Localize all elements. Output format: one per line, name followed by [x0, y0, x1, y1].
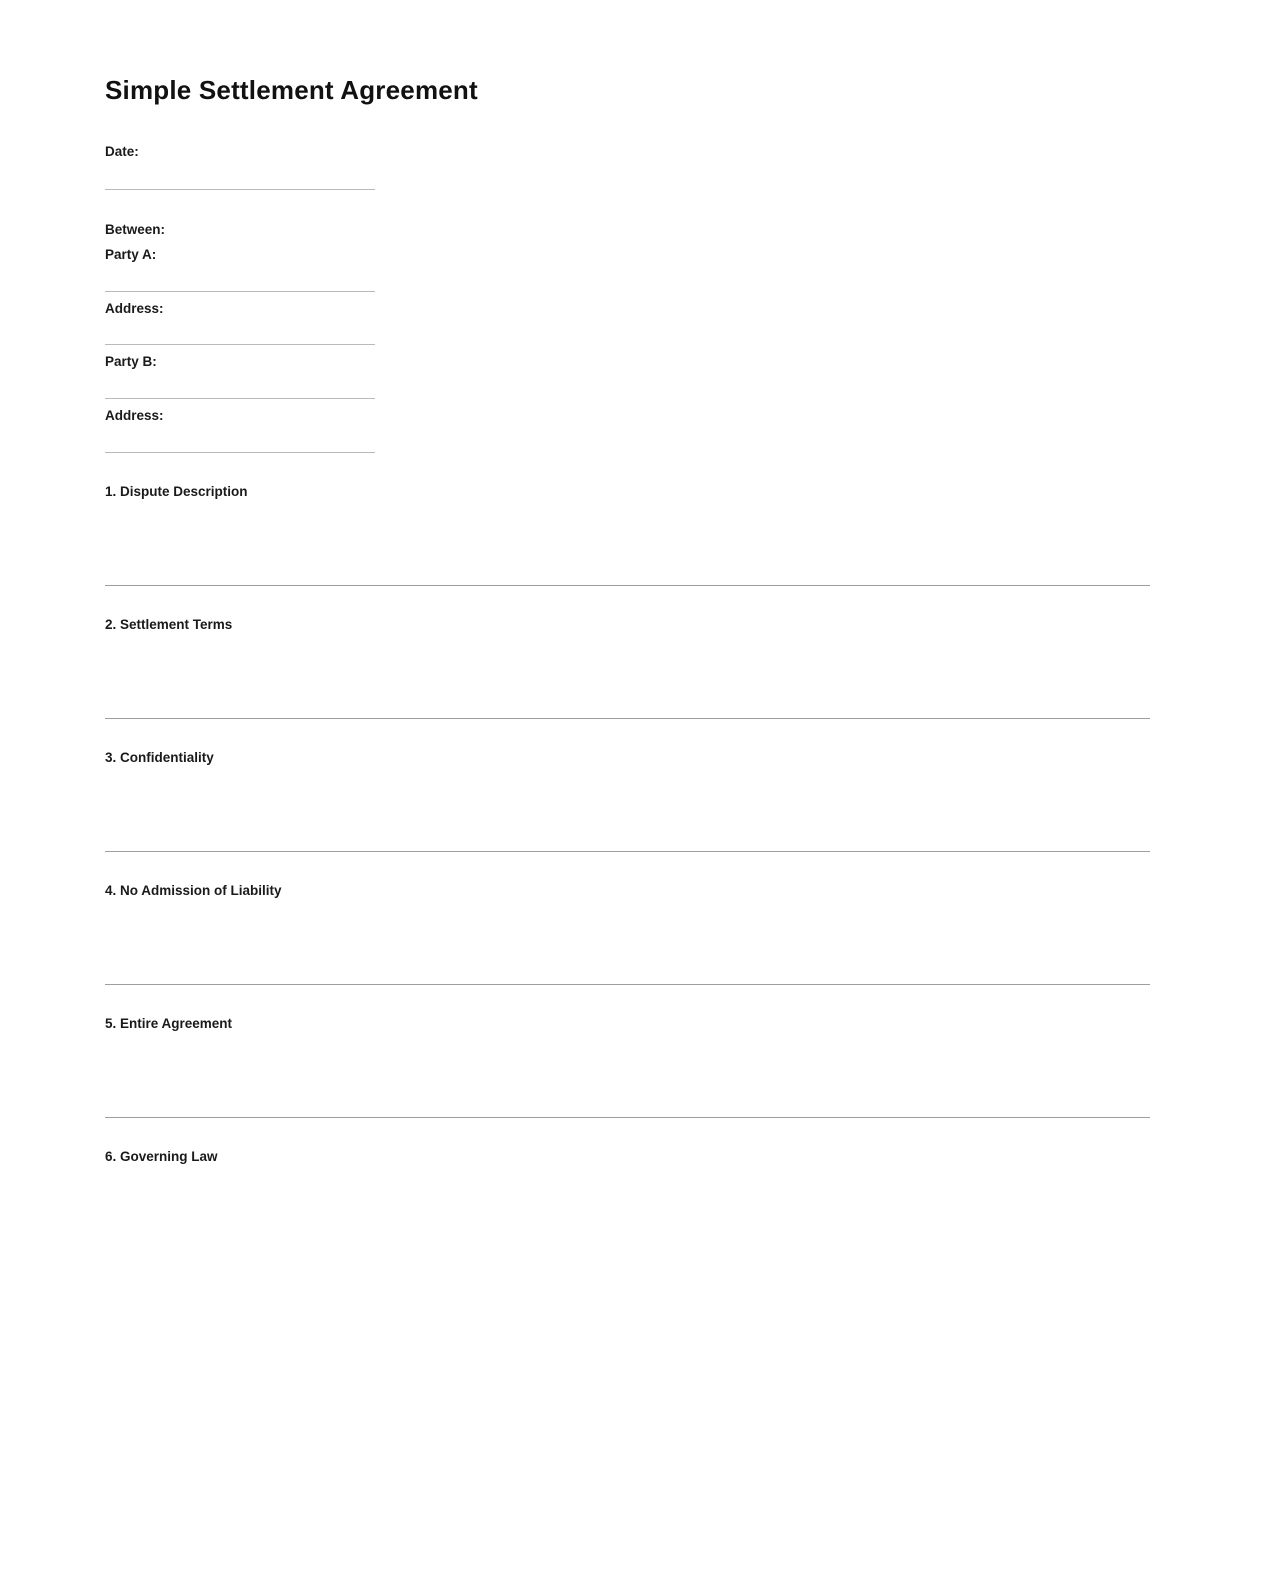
- section-heading: 1. Dispute Description: [105, 484, 248, 500]
- section-governing-law: [105, 1149, 1150, 1164]
- between-label: Between:: [105, 221, 166, 237]
- section-answer-area[interactable]: [105, 1031, 1150, 1117]
- section-answer-area[interactable]: [105, 499, 1150, 585]
- party-b-address-label: Address:: [105, 407, 164, 423]
- party-b-label: Party B:: [105, 354, 157, 370]
- section-heading: 5. Entire Agreement: [105, 1016, 233, 1032]
- section-divider: [105, 851, 1150, 852]
- date-field-block: [105, 142, 1150, 190]
- section-divider: [105, 718, 1150, 719]
- party-b-input-line[interactable]: [105, 398, 375, 399]
- section-heading: 2. Settlement Terms: [105, 617, 233, 633]
- party-a-field-block: [105, 245, 1150, 292]
- party-a-address-field-block: [105, 299, 1150, 346]
- date-input-line[interactable]: [105, 189, 375, 190]
- section-settlement-terms: [105, 617, 1150, 719]
- party-b-address-field-block: [105, 406, 1150, 454]
- section-heading: 4. No Admission of Liability: [105, 883, 282, 899]
- parties-block: [105, 220, 1150, 454]
- section-divider: [105, 585, 1150, 586]
- section-answer-area[interactable]: [105, 765, 1150, 851]
- date-label: Date:: [105, 144, 139, 159]
- section-heading: 6. Governing Law: [105, 1149, 218, 1165]
- party-a-address-label: Address:: [105, 300, 164, 316]
- party-a-input-line[interactable]: [105, 291, 375, 292]
- section-answer-area[interactable]: [105, 632, 1150, 718]
- section-divider: [105, 984, 1150, 985]
- party-a-label: Party A:: [105, 247, 157, 263]
- section-entire-agreement: [105, 1016, 1150, 1118]
- page-title: Simple Settlement Agreement: [105, 75, 478, 105]
- section-heading: 3. Confidentiality: [105, 750, 214, 766]
- party-b-field-block: [105, 352, 1150, 399]
- section-no-admission-of-liability: [105, 883, 1150, 985]
- document-content: [105, 75, 1150, 1164]
- section-confidentiality: [105, 750, 1150, 852]
- section-answer-area[interactable]: [105, 898, 1150, 984]
- section-divider: [105, 1117, 1150, 1118]
- section-dispute-description: [105, 484, 1150, 586]
- party-a-address-input-line[interactable]: [105, 344, 375, 345]
- party-b-address-input-line[interactable]: [105, 452, 375, 453]
